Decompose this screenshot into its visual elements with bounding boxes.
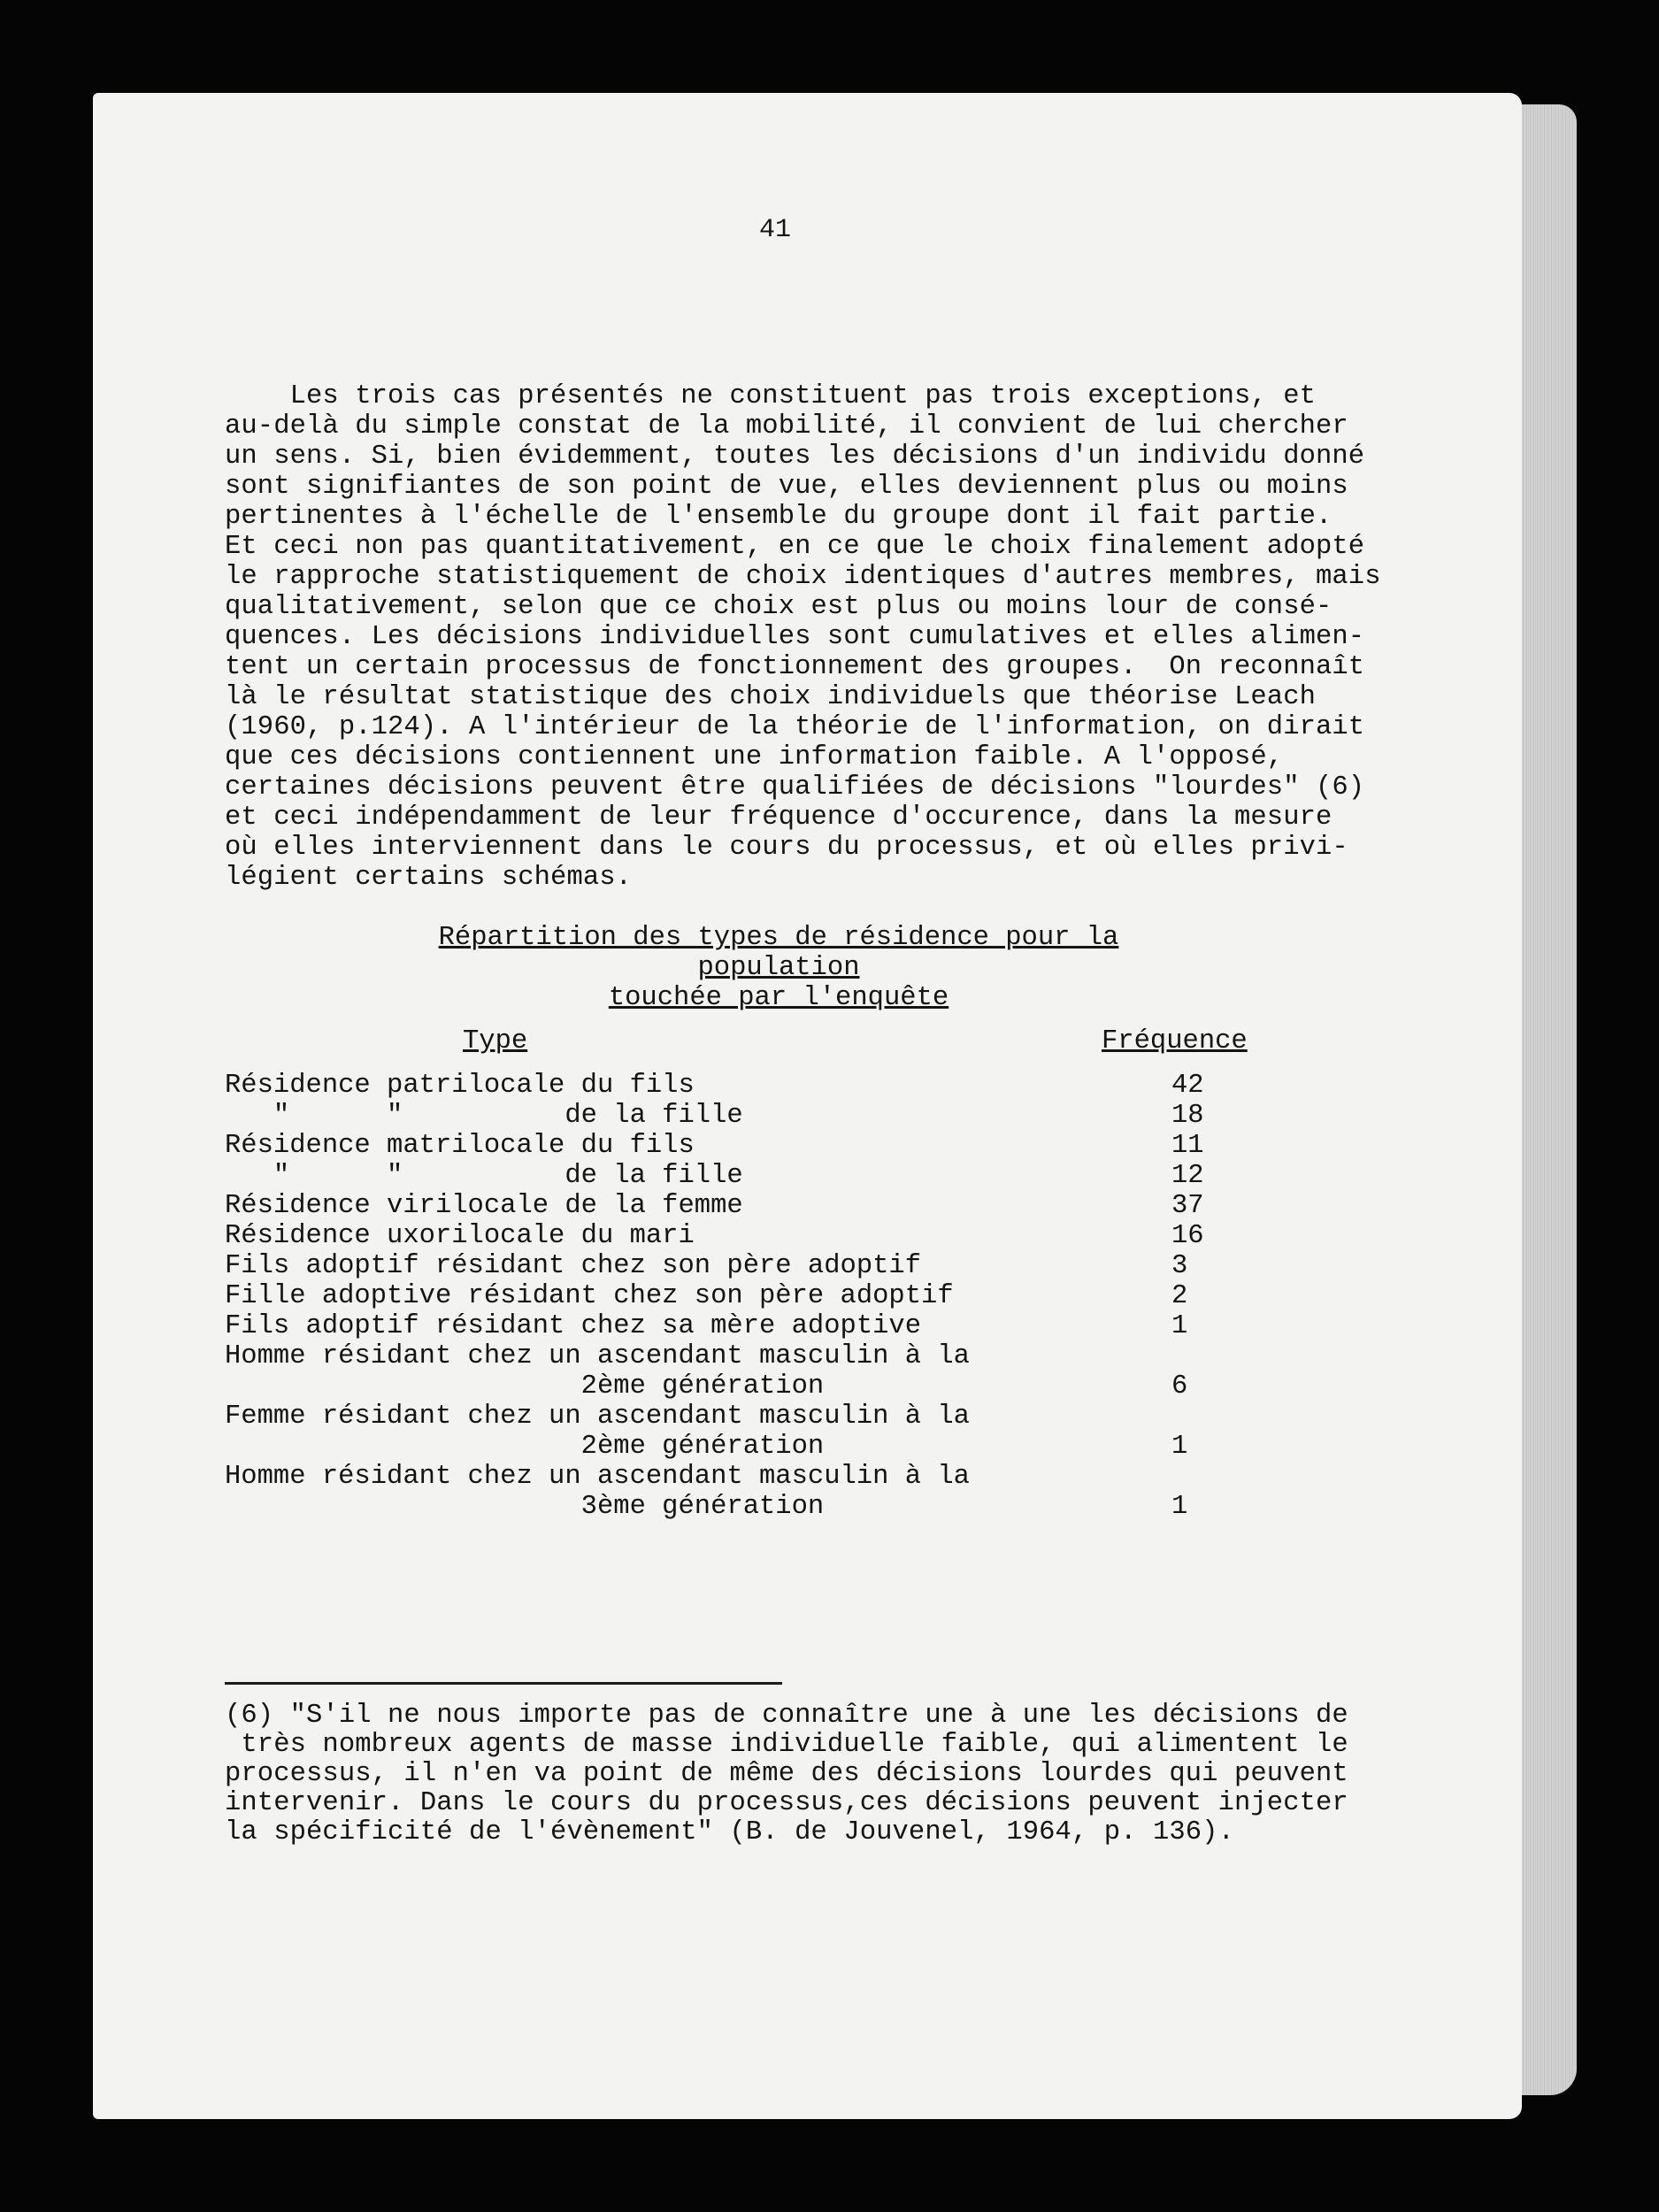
table-row xyxy=(225,1462,1269,1492)
table-row xyxy=(225,1281,1269,1311)
paragraph-line: le rapproche statistiquement de choix identiques d'autres membres, mais xyxy=(225,562,1381,592)
row-label: " " de la fille xyxy=(225,1101,743,1131)
row-frequency: 12 xyxy=(1171,1161,1204,1191)
row-label: " " de la fille xyxy=(225,1161,743,1191)
table-row xyxy=(225,1131,1269,1161)
table-title-line-2: touchée par l'enquête xyxy=(608,983,949,1013)
paragraph-line: tent un certain processus de fonctionnement des groupes. On reconnaît xyxy=(225,652,1365,682)
row-frequency: 18 xyxy=(1171,1101,1204,1131)
paragraph-line: pertinentes à l'échelle de l'ensemble du groupe dont il fait partie. xyxy=(225,502,1333,532)
table-row xyxy=(225,1071,1269,1101)
table-row xyxy=(225,1101,1269,1131)
row-label: Résidence patrilocale du fils xyxy=(225,1071,695,1101)
row-label: Fils adoptif résidant chez son père adoptif xyxy=(225,1251,922,1281)
row-label: Homme résidant chez un ascendant masculin à la xyxy=(225,1341,970,1371)
table-row xyxy=(225,1371,1269,1402)
table-row xyxy=(225,1341,1269,1371)
row-frequency: 6 xyxy=(1171,1371,1188,1402)
footnote-line: (6) "S'il ne nous importe pas de connaître une à une les décisions de xyxy=(225,1701,1348,1731)
table-row xyxy=(225,1221,1269,1251)
column-header-frequency: Fréquence xyxy=(1102,1026,1248,1056)
paragraph-line: légient certains schémas. xyxy=(225,863,633,893)
column-header-type: Type xyxy=(463,1026,528,1056)
footnote-divider xyxy=(225,1682,782,1685)
row-frequency: 37 xyxy=(1171,1191,1204,1221)
footnote xyxy=(225,1701,1375,1847)
paragraph-line: là le résultat statistique des choix individuels que théorise Leach xyxy=(225,682,1316,712)
row-frequency: 2 xyxy=(1171,1281,1188,1311)
paragraph-line: certaines décisions peuvent être qualifiées de décisions "lourdes" (6) xyxy=(225,772,1365,803)
paragraph-line: au-delà du simple constat de la mobilité, il convient de lui chercher xyxy=(225,411,1348,442)
row-label: 3ème génération xyxy=(225,1492,825,1522)
table-title xyxy=(354,923,1203,1013)
paragraph-line: sont signifiantes de son point de vue, elles deviennent plus ou moins xyxy=(225,472,1348,502)
row-label: Résidence virilocale de la femme xyxy=(225,1191,743,1221)
table-row xyxy=(225,1251,1269,1281)
row-label: Résidence uxorilocale du mari xyxy=(225,1221,695,1251)
paragraph-line: qualitativement, selon que ce choix est plus ou moins lour de consé- xyxy=(225,592,1333,622)
table-row xyxy=(225,1432,1269,1462)
footnote-line: processus, il n'en va point de même des décisions lourdes qui peuvent xyxy=(225,1759,1348,1789)
row-frequency: 1 xyxy=(1171,1432,1188,1462)
row-label: 2ème génération xyxy=(225,1371,825,1402)
footnote-line: intervenir. Dans le cours du processus,ces décisions peuvent injecter xyxy=(225,1788,1348,1818)
row-frequency: 42 xyxy=(1171,1071,1204,1101)
main-paragraph xyxy=(225,381,1381,893)
residence-table xyxy=(225,1071,1269,1522)
paragraph-line: que ces décisions contiennent une information faible. A l'opposé, xyxy=(225,742,1284,772)
row-frequency: 16 xyxy=(1171,1221,1204,1251)
table-row xyxy=(225,1191,1269,1221)
row-frequency: 11 xyxy=(1171,1131,1204,1161)
paragraph-line: Et ceci non pas quantitativement, en ce que le choix finalement adopté xyxy=(225,532,1365,562)
paragraph-line: quences. Les décisions individuelles sont cumulatives et elles alimen- xyxy=(225,622,1365,652)
row-frequency: 3 xyxy=(1171,1251,1188,1281)
row-label: Résidence matrilocale du fils xyxy=(225,1131,695,1161)
paragraph-line: un sens. Si, bien évidemment, toutes les décisions d'un individu donné xyxy=(225,442,1365,472)
paragraph-line: et ceci indépendamment de leur fréquence d'occurence, dans la mesure xyxy=(225,803,1333,833)
table-row xyxy=(225,1311,1269,1341)
footnote-line: très nombreux agents de masse individuelle faible, qui alimentent le xyxy=(225,1730,1348,1760)
paragraph-line: où elles interviennent dans le cours du processus, et où elles privi- xyxy=(225,833,1348,863)
row-label: Fille adoptive résidant chez son père adoptif xyxy=(225,1281,954,1311)
row-frequency: 1 xyxy=(1171,1311,1188,1341)
row-label: Femme résidant chez un ascendant masculin à la xyxy=(225,1402,970,1432)
table-row xyxy=(225,1402,1269,1432)
page-number: 41 xyxy=(759,215,792,245)
table-title-line-1: Répartition des types de résidence pour la population xyxy=(438,923,1119,983)
row-label: 2ème génération xyxy=(225,1432,825,1462)
row-label: Fils adoptif résidant chez sa mère adoptive xyxy=(225,1311,922,1341)
row-label: Homme résidant chez un ascendant masculin à la xyxy=(225,1462,970,1492)
table-row xyxy=(225,1161,1269,1191)
paragraph-line: Les trois cas présentés ne constituent pas trois exceptions, et xyxy=(225,381,1316,411)
footnote-line: la spécificité de l'évènement" (B. de Jouvenel, 1964, p. 136). xyxy=(225,1817,1234,1847)
table-row xyxy=(225,1492,1269,1522)
row-frequency: 1 xyxy=(1171,1492,1188,1522)
paragraph-line: (1960, p.124). A l'intérieur de la théorie de l'information, on dirait xyxy=(225,712,1365,742)
